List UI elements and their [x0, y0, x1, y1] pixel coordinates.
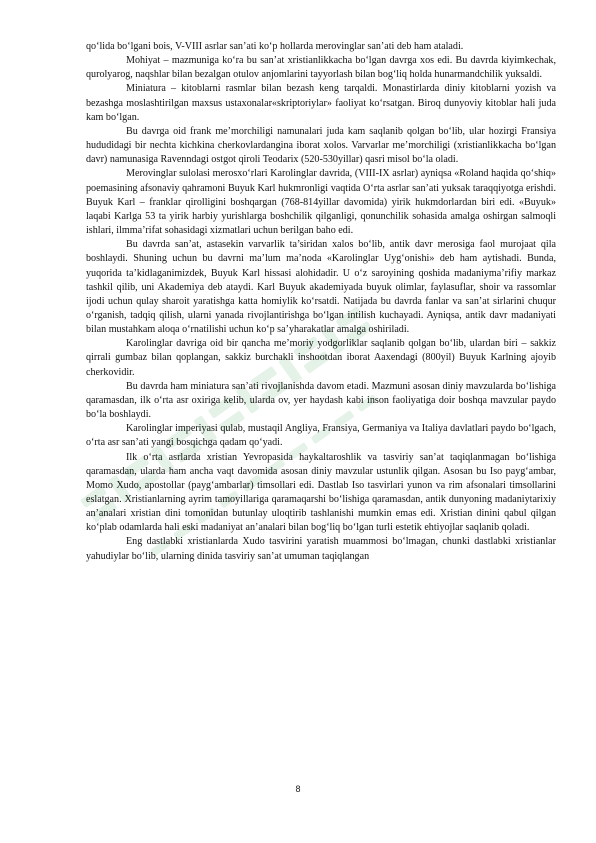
paragraph: Ilk o‘rta asrlarda xristian Yevropasida haykaltaroshlik va tasviriy san’at taqiqlanmagan bo‘lishiga qaramasdan, ularda ham ancha vaqt davomida asosan diniy mavzular ustunlik qilgan. Asosan bu Iso payg‘ambar, Momo Xudo, apostollar (payg‘ambarlar) timsollari edi. Dastlab Iso tasvirlari yunon va rim afsonalari timsollarini eslatgan. Xristianlarning ayrim tamoyillariga qaramaqarshi bo‘lishiga qaramasdan, antik dunyoning madaniytarixiy an’analari xristian dini tomonidan butunlay uloqtirib tashlanishi mumkin emas edi. Xristian dinini qabul qilgan ko‘plab odamlarda hali eski madaniyat an’analari bilan bog‘liq bo‘lgan turli estetik ehtiyojlar saqlanib qoladi.	[86, 451, 556, 534]
paragraph: Bu davrga oid frank me’morchiligi namunalari juda kam saqlanib qolgan bo‘lib, ular hozirgi Fransiya hududidagi bir nechta kichkina cherkovlardangina iborat xolos. Varvarlar me’morchiligi (xristianlikkacha bo‘lgan davr) namunasiga Ravenndagi ostgot qiroli Teodarix (520-530yillar) qasri misol bo‘la oladi.	[86, 125, 556, 166]
paragraph: qo‘lida bo‘lgani bois, V-VIII asrlar san’ati ko‘p hollarda merovinglar san’ati deb ham ataladi.	[86, 41, 464, 52]
paragraph: Karolinglar davriga oid bir qancha me’moriy yodgorliklar saqlanib qolgan bo‘lib, ulardan biri – sakkiz qirrali gumbaz bilan qoplangan, sakkiz burchakli inshootdan iborat Aaxendagi (800yil) Buyuk Karlning ajoyib cherkovidir.	[86, 338, 556, 378]
document-body	[86, 40, 556, 564]
page-number: 8	[295, 784, 301, 794]
paragraph: Eng dastlabki xristianlarda Xudo tasvirini yaratish muammosi bo‘lmagan, chunki dastlabki xristianlar yahudiylar bo‘lib, ularning dinida tasviriy san’at umuman taqiqlangan	[86, 536, 556, 562]
paragraph: Karolinglar imperiyasi qulab, mustaqil Angliya, Fransiya, Germaniya va Italiya davlatlari paydo bo‘lgach, o‘rta asr san’ati yangi bosqichga qadam qo‘yadi.	[86, 423, 556, 449]
paragraph: Bu davrda san’at, astasekin varvarlik ta’siridan xalos bo‘lib, antik davr merosiga faol murojaat qila boshlaydi. Shuning uchun bu davrni ma’lum ma’noda «Karolinglar Uyg‘onishi» deb ham aytishadi. Bunda, yuqorida ta’kidlaganimizdek, Buyuk Karl hissasi alohidadir. U o‘z saroyining qoshida madaniyma’rifiy markaz tashkil qilib, uni Akademiya deb ataydi. Karl Buyuk akademiyada buyuk olimlar, faylasuflar, shoir va rassomlar ijodi uchun qulay sharoit yaratishga katta homiylik ko‘rsatdi. Natijada bu davrda fanlar va san’at sirlarini chuqur o‘rganish, tadqiq qilish, ularni yanada rivojlantirishga bo‘lgan intilish kuchayadi. Ayniqsa, antik davr madaniyati bilan mustahkam aloqa o‘rnatilishi uchun ko‘p sa’yharakatlar amalga oshiriladi.	[86, 239, 556, 336]
paragraph: Mohiyat – mazmuniga ko‘ra bu san’at xristianlikkacha bo‘lgan davrga xos edi. Bu davrda kiyimkechak, qurolyarog, naqshlar bilan bezalgan otulov anjomlarini tayyorlash bilan bog‘liq holda hunarmandchilik yuksaldi.	[86, 55, 556, 81]
paragraph: Miniatura – kitoblarni rasmlar bilan bezash keng tarqaldi. Monastirlarda diniy kitoblarni yozish va bezashga moslashtirilgan maxsus ustaxonalar«skriptoriylar» faoliyat ko‘rsatgan. Biroq dunyoviy kitoblar hali juda kam bo‘lgan.	[86, 83, 556, 123]
paragraph: Merovinglar sulolasi merosxo‘rlari Karolinglar davrida, (VIII-IX asrlar) ayniqsa «Roland haqida qo‘shiq» poemasining afsonaviy qahramoni Buyuk Karl hukmronligi vaqtida O‘rta asrlar san’ati yuksak taraqqiyotga erishdi. Buyuk Karl – franklar qirolligini boshqargan (768-814yillar davomida) yirik hukmdorlardan biri edi. «Buyuk» laqabi Karlga 53 ta yirik harbiy yurishlarga boshchilik qilganligi, qonunchilik sohasida amalga oshirgan salmoqli ishlari, ilmma’rifat sohasidagi xizmatlari uchun berilgan baho edi.	[86, 168, 556, 237]
paragraph: Bu davrda ham miniatura san’ati rivojlanishda davom etadi. Mazmuni asosan diniy mavzularda bo‘lishiga qaramasdan, ilk o‘rta asr oxiriga kelib, ularda ov, yer haydash kabi inson faoliyatiga doir boshqa mavzular paydo bo‘la boshlaydi.	[86, 380, 556, 421]
